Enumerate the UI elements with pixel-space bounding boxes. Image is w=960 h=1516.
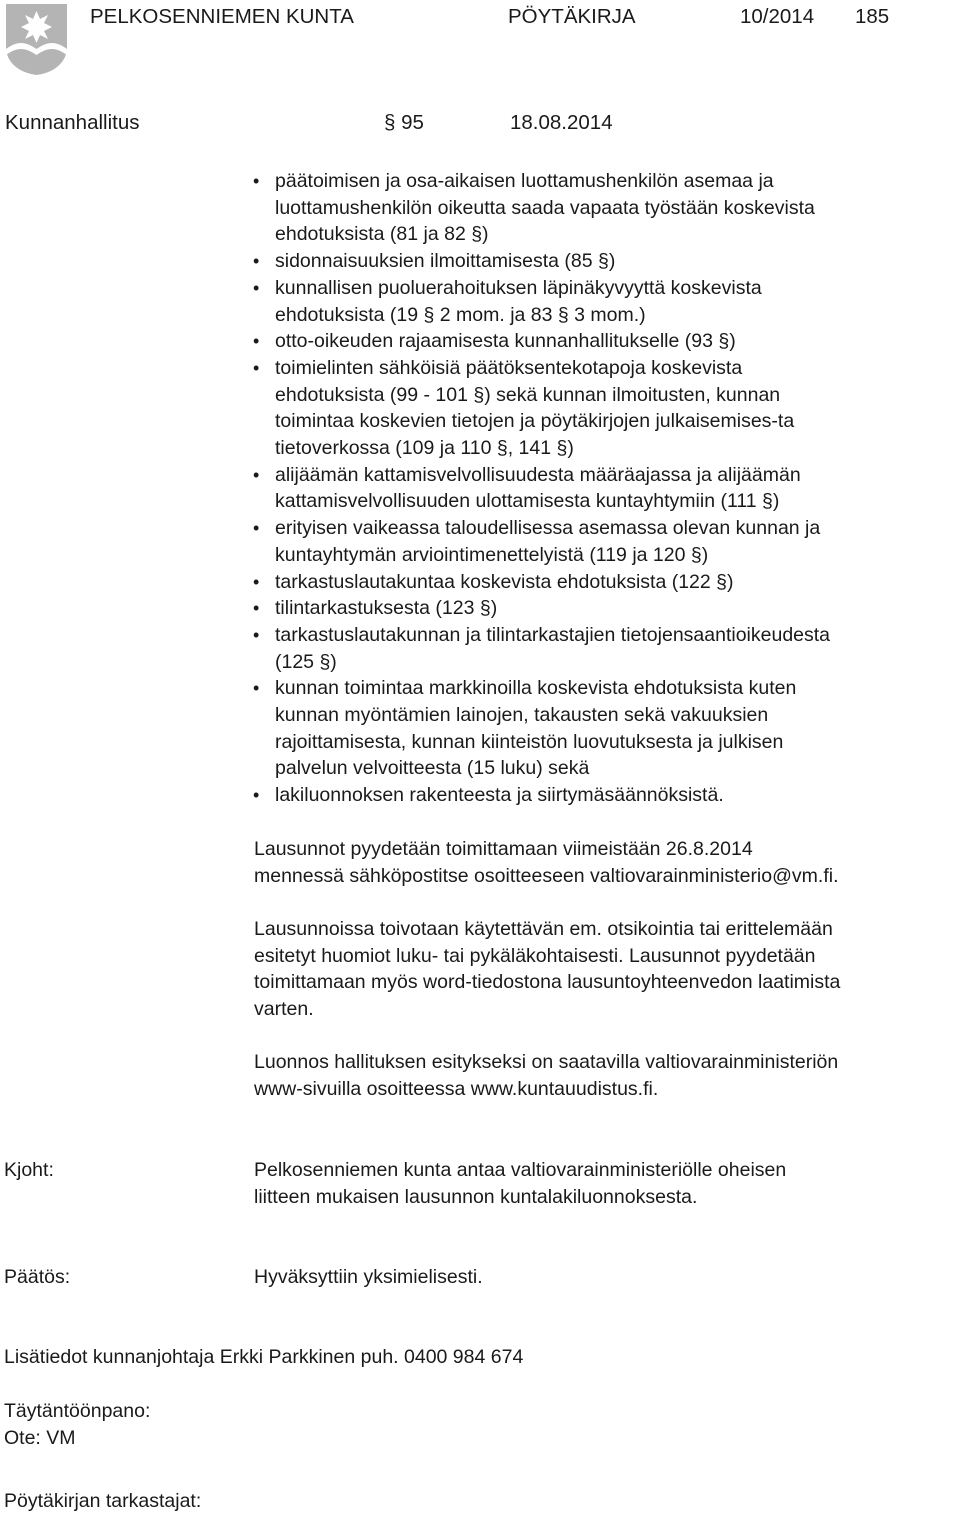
section-number: § 95 [384, 111, 424, 134]
list-item: • erityisen vaikeassa taloudellisessa asemassa olevan kunnan ja kuntayhtymän arviointimenettelyistä (119 ja 120 §) [253, 515, 958, 568]
list-item: • tarkastuslautakuntaa koskevista ehdotuksista (122 §) [253, 569, 958, 596]
list-item: • kunnallisen puoluerahoituksen läpinäkyvyyttä koskevista ehdotuksista (19 § 2 mom. ja 83 § 3 mom.) [253, 275, 958, 328]
decision-text: Hyväksyttiin yksimielisesti. [254, 1266, 483, 1288]
page-number: 185 [855, 5, 890, 28]
document-number: 10/2014 [740, 5, 815, 28]
minutes-reviewers: Pöytäkirjan tarkastajat: [4, 1490, 202, 1512]
meeting-date: 18.08.2014 [510, 111, 613, 134]
deadline-paragraph: Lausunnot pyydetään toimittamaan viimeistään 26.8.2014 mennessä sähköpostitse osoitteeseen valtiovarainministerio@vm.fi. [254, 838, 839, 887]
topic-bullet-list [253, 168, 958, 809]
proposal-label: Kjoht: [4, 1159, 54, 1181]
list-item: • tilintarkastuksesta (123 §) [253, 595, 958, 622]
document-type: PÖYTÄKIRJA [508, 5, 636, 28]
list-item: • kunnan toimintaa markkinoilla koskevista ehdotuksista kuten kunnan myöntämien lainojen, takausten sekä vakuuksien rajoittamisesta, kunnan kiinteistön luovutuksesta ja julkisen palvelun velvoitteesta (15 luku) sekä [253, 675, 958, 782]
draft-paragraph: Luonnos hallituksen esitykseksi on saatavilla valtiovarainministeriön www-sivuilla osoitteessa www.kuntauudistus.fi. [254, 1051, 839, 1100]
execution-info: Täytäntöönpano: Ote: VM [4, 1400, 151, 1449]
decision-label: Päätös: [4, 1266, 71, 1288]
proposal-text: Pelkosenniemen kunta antaa valtiovarainministeriölle oheisen liitteen mukaisen lausunnon kuntalakiluonnoksesta. [254, 1159, 787, 1208]
format-paragraph: Lausunnoissa toivotaan käytettävän em. otsikointia tai erittelemään esitetyt huomiot luku- tai pykäläkohtaisesti. Lausunnot pyydetään toimittamaan myös word-tiedostona lausuntoyhteenvedon laatimista varten. [254, 918, 841, 1021]
list-item: • otto-oikeuden rajaamisesta kunnanhallitukselle (93 §) [253, 328, 958, 355]
contact-info: Lisätiedot kunnanjohtaja Erkki Parkkinen puh. 0400 984 674 [4, 1346, 524, 1368]
list-item: • sidonnaisuuksien ilmoittamisesta (85 §) [253, 248, 958, 275]
list-item: • päätoimisen ja osa-aikaisen luottamushenkilön asemaa ja luottamushenkilön oikeutta saada vapaata työstään koskevista ehdotuksista (81 ja 82 §) [253, 168, 958, 248]
list-item: • alijäämän kattamisvelvollisuudesta määräajassa ja alijäämän kattamisvelvollisuuden ulottamisesta kuntayhtymiin (111 §) [253, 462, 958, 515]
list-item: • toimielinten sähköisiä päätöksentekotapoja koskevista ehdotuksista (99 - 101 §) sekä kunnan ilmoitusten, kunnan toimintaa koskevien tietojen ja pöytäkirjojen julkaisemises-ta tietoverkossa (109 ja 110 §, 141 §) [253, 355, 958, 462]
meeting-body: Kunnanhallitus [5, 111, 140, 134]
municipal-crest-logo [5, 3, 68, 76]
list-item: • tarkastuslautakunnan ja tilintarkastajien tietojensaantioikeudesta (125 §) [253, 622, 958, 675]
list-item: • lakiluonnoksen rakenteesta ja siirtymäsäännöksistä. [253, 782, 958, 809]
municipality-name: PELKOSENNIEMEN KUNTA [90, 5, 354, 28]
